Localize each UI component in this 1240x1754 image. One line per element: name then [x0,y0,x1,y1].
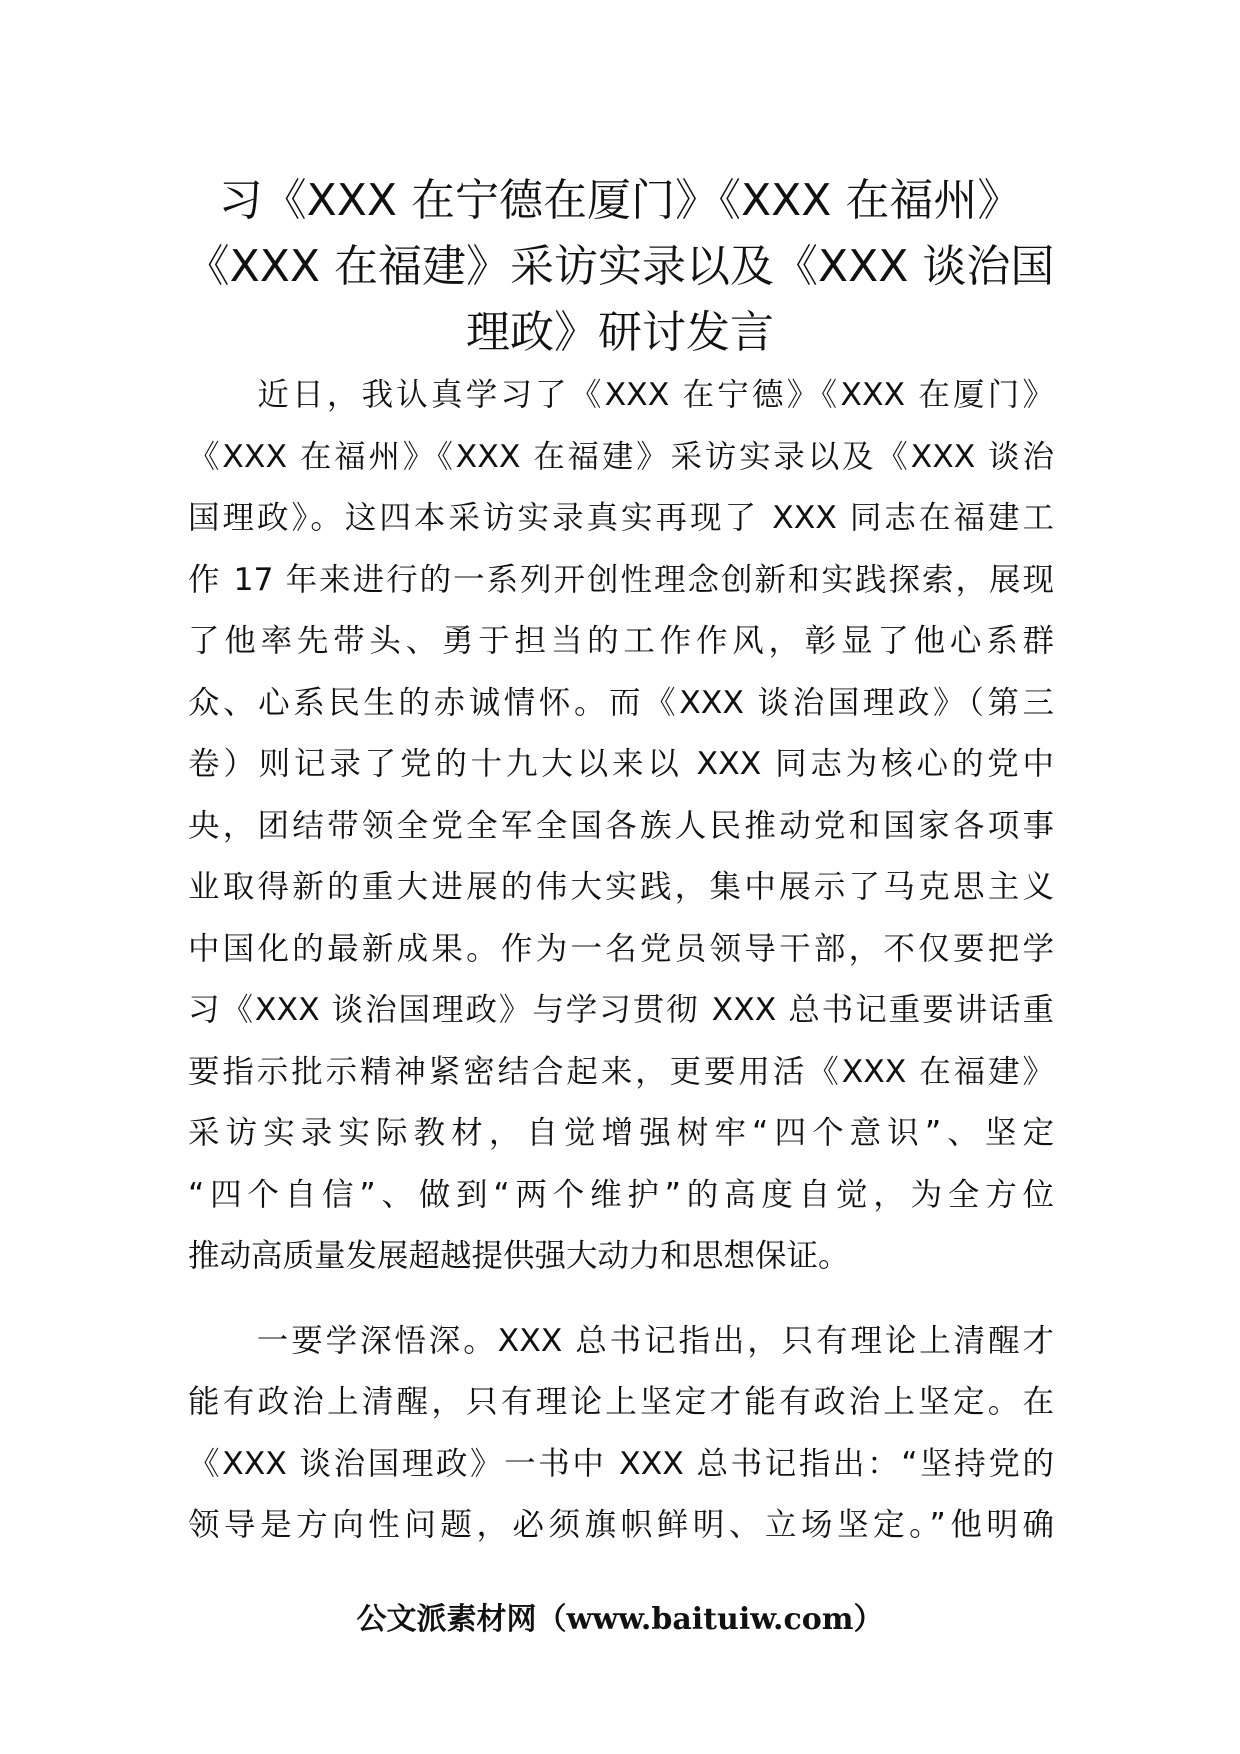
title-line: 习《XXX 在宁德在厦门》《XXX 在福州》 [218,175,1022,226]
document-body [188,365,1054,1557]
text-line: 要指示批示精神紧密结合起来，更要用活《XXX 在福建》 [188,1053,1054,1090]
text-line: 了他率先带头、勇于担当的工作作风，彰显了他心系群 [188,623,1054,659]
text-line: “四个自信”、做到“两个维护”的高度自觉，为全方位 [188,1176,1054,1213]
text-line: 中国化的最新成果。作为一名党员领导干部，不仅要把学 [188,930,1054,967]
footer-watermark: 公文派素材网（www.baituiw.com） [356,1602,884,1637]
text-line: 推动高质量发展超越提供强大动力和思想保证。 [188,1238,850,1274]
text-line: 《XXX 谈治国理政》一书中 XXX 总书记指出：“坚持党的 [188,1445,1054,1482]
title-line: 《XXX 在福建》采访实录以及《XXX 谈治国 [185,241,1055,292]
text-line: 习《XXX 谈治国理政》与学习贯彻 XXX 总书记重要讲话重 [188,992,1054,1028]
text-line: 众、心系民生的赤诚情怀。而《XXX 谈治国理政》（第三 [188,684,1054,721]
text-line: 领导是方向性问题，必须旗帜鲜明、立场坚定。”他明确 [188,1507,1054,1543]
text-line: 《XXX 在福州》《XXX 在福建》采访实录以及《XXX 谈治 [188,438,1054,475]
text-line: 卷）则记录了党的十九大以来以 XXX 同志为核心的党中 [188,746,1054,782]
text-line: 央，团结带领全党全军全国各族人民推动党和国家各项事 [188,807,1054,844]
paragraph-1 [188,365,1054,1288]
text-line: 国理政》。这四本采访实录真实再现了 XXX 同志在福建工 [188,500,1054,536]
text-line: 作 17 年来进行的一系列开创性理念创新和实践探索，展现 [188,561,1054,598]
text-line: 采访实录实际教材，自觉增强树牢“四个意识”、坚定 [188,1115,1054,1151]
paragraph-gap [188,1288,1054,1311]
text-line: 能有政治上清醒，只有理论上坚定才能有政治上坚定。在 [188,1384,1054,1420]
document-title [180,168,1060,366]
text-line: 业取得新的重大进展的伟大实践，集中展示了马克思主义 [188,869,1054,905]
paragraph-2 [188,1311,1054,1557]
text-line: 近日，我认真学习了《XXX 在宁德》《XXX 在厦门》 [188,377,1054,413]
title-line: 理政》研讨发言 [466,307,774,358]
text-line: 一要学深悟深。XXX 总书记指出，只有理论上清醒才 [188,1322,1054,1359]
